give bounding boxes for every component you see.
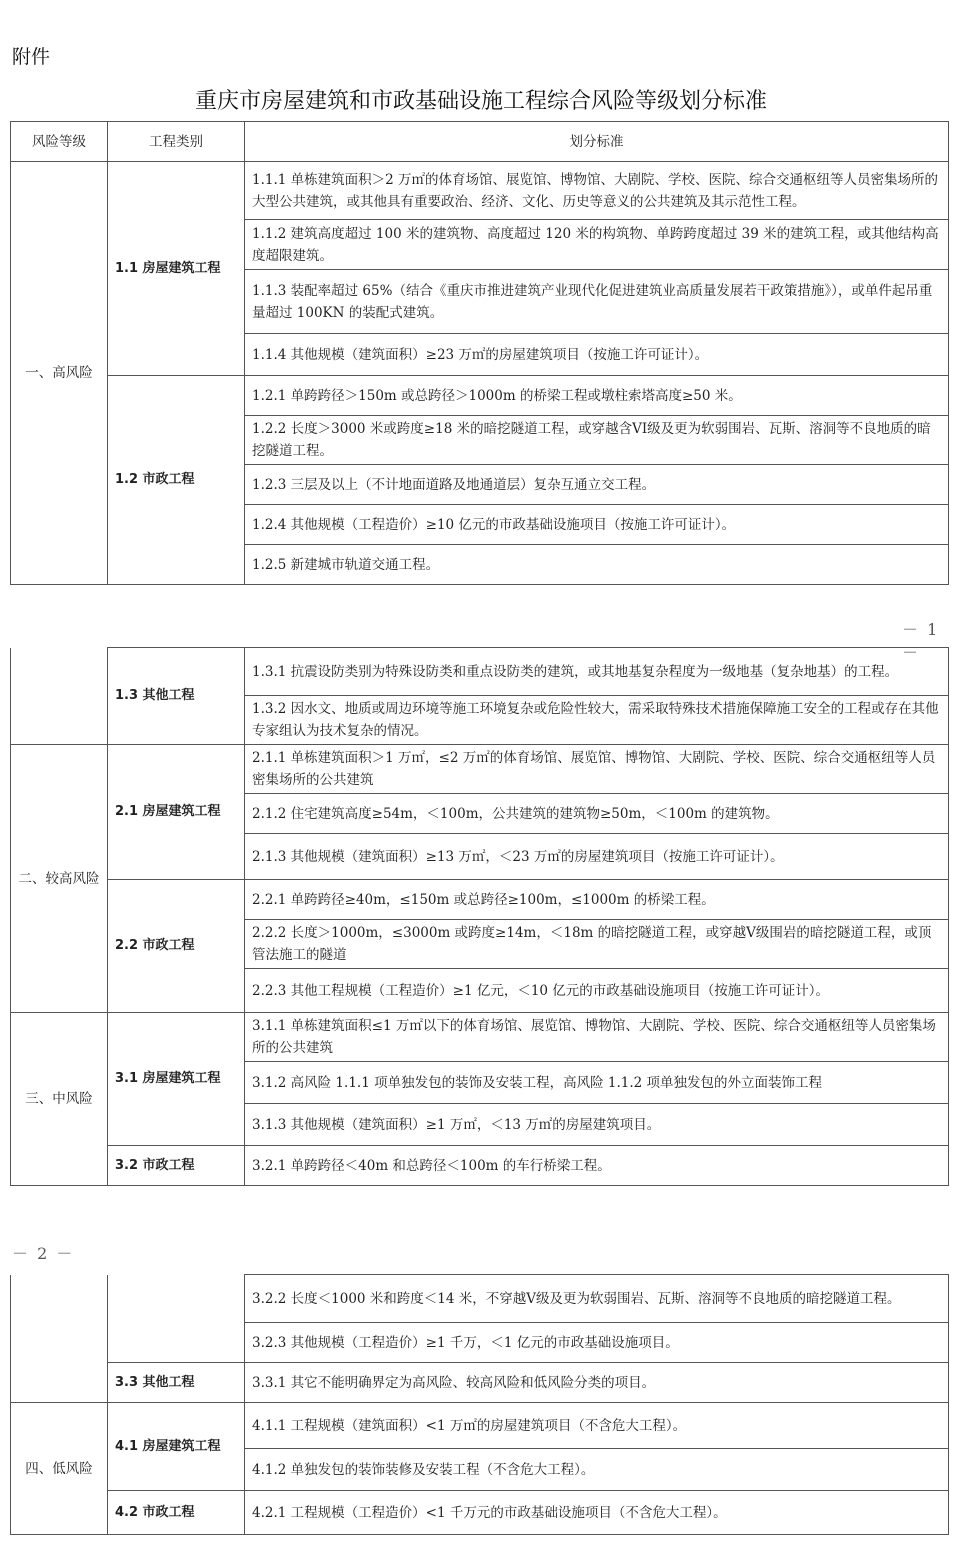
document-title: 重庆市房屋建筑和市政基础设施工程综合风险等级划分标准 bbox=[194, 89, 767, 114]
category-3-2-continued bbox=[108, 1275, 245, 1363]
header-category: 工程类别 bbox=[108, 122, 245, 162]
criterion-1-3-2: 1.3.2 因水文、地质或周边环境等施工环境复杂或危险性较大，需采取特殊技术措施保障施工安全的工程或存在其他专家组认为技术复杂的情况。 bbox=[245, 696, 949, 745]
page-number-2: － 2 － bbox=[12, 1244, 75, 1263]
page-number-1: － 1 － bbox=[902, 620, 940, 662]
category-1-3: 1.3 其他工程 bbox=[108, 648, 245, 745]
header-criteria: 划分标准 bbox=[245, 122, 949, 162]
level-medium: 三、中风险 bbox=[11, 1013, 108, 1186]
category-4-2: 4.2 市政工程 bbox=[108, 1491, 245, 1535]
criterion-3-1-2: 3.1.2 高风险 1.1.1 项单独发包的装饰及安装工程，高风险 1.1.2 项单独发包的外立面装饰工程 bbox=[245, 1062, 949, 1104]
criterion-1-1-4: 1.1.4 其他规模（建筑面积）≥23 万㎡的房屋建筑项目（按施工许可证计）。 bbox=[245, 334, 949, 376]
category-1-2: 1.2 市政工程 bbox=[108, 376, 245, 585]
category-3-2: 3.2 市政工程 bbox=[108, 1146, 245, 1186]
criterion-1-2-1: 1.2.1 单跨跨径＞150m 或总跨径＞1000m 的桥梁工程或墩柱索塔高度≥50 米。 bbox=[245, 376, 949, 416]
criterion-1-1-2: 1.1.2 建筑高度超过 100 米的建筑物、高度超过 120 米的构筑物、单跨跨度超过 39 米的建筑工程，或其他结构高度超限建筑。 bbox=[245, 220, 949, 270]
criterion-3-3-1: 3.3.1 其它不能明确界定为高风险、较高风险和低风险分类的项目。 bbox=[245, 1363, 949, 1403]
criterion-2-2-2: 2.2.2 长度＞1000m，≤3000m 或跨度≥14m，＜18m 的暗挖隧道工程，或穿越Ⅴ级围岩的暗挖隧道工程，或顶管法施工的隧道 bbox=[245, 920, 949, 969]
criterion-4-1-1: 4.1.1 工程规模（建筑面积）<1 万㎡的房屋建筑项目（不含危大工程）。 bbox=[245, 1403, 949, 1449]
risk-table-page3 bbox=[10, 1274, 949, 1535]
criterion-1-1-3: 1.1.3 装配率超过 65%（结合《重庆市推进建筑产业现代化促进建筑业高质量发展若干政策措施》），或单件起吊重量超过 100KN 的装配式建筑。 bbox=[245, 270, 949, 334]
criterion-1-2-3: 1.2.3 三层及以上（不计地面道路及地通道层）复杂互通立交工程。 bbox=[245, 465, 949, 505]
criterion-2-1-2: 2.1.2 住宅建筑高度≥54m，＜100m，公共建筑的建筑物≥50m，＜100m 的建筑物。 bbox=[245, 794, 949, 834]
criterion-1-2-5: 1.2.5 新建城市轨道交通工程。 bbox=[245, 545, 949, 585]
risk-table-page2 bbox=[10, 647, 949, 1186]
criterion-1-3-1: 1.3.1 抗震设防类别为特殊设防类和重点设防类的建筑，或其地基复杂程度为一级地基（复杂地基）的工程。 bbox=[245, 648, 949, 696]
category-2-1: 2.1 房屋建筑工程 bbox=[108, 745, 245, 880]
risk-table-page1 bbox=[10, 121, 949, 585]
criterion-1-2-2: 1.2.2 长度＞3000 米或跨度≥18 米的暗挖隧道工程，或穿越含VI级及更为软弱围岩、瓦斯、溶洞等不良地质的暗挖隧道工程。 bbox=[245, 416, 949, 465]
criterion-2-1-3: 2.1.3 其他规模（建筑面积）≥13 万㎡，＜23 万㎡的房屋建筑项目（按施工许可证计）。 bbox=[245, 834, 949, 880]
category-2-2: 2.2 市政工程 bbox=[108, 880, 245, 1013]
criterion-3-2-1: 3.2.1 单跨跨径＜40m 和总跨径＜100m 的车行桥梁工程。 bbox=[245, 1146, 949, 1186]
category-1-1: 1.1 房屋建筑工程 bbox=[108, 162, 245, 376]
criterion-3-1-1: 3.1.1 单栋建筑面积≤1 万㎡以下的体育场馆、展览馆、博物馆、大剧院、学校、医院、综合交通枢纽等人员密集场所的公共建筑 bbox=[245, 1013, 949, 1062]
level-medium-continued bbox=[11, 1275, 108, 1403]
criterion-2-1-1: 2.1.1 单栋建筑面积＞1 万㎡，≤2 万㎡的体育场馆、展览馆、博物馆、大剧院、学校、医院、综合交通枢纽等人员密集场所的公共建筑 bbox=[245, 745, 949, 794]
criterion-4-1-2: 4.1.2 单独发包的装饰装修及安装工程（不含危大工程）。 bbox=[245, 1449, 949, 1491]
level-higher: 二、较高风险 bbox=[11, 745, 108, 1013]
level-high: 一、高风险 bbox=[11, 162, 108, 585]
criterion-2-2-3: 2.2.3 其他工程规模（工程造价）≥1 亿元，＜10 亿元的市政基础设施项目（按施工许可证计）。 bbox=[245, 969, 949, 1013]
category-3-3: 3.3 其他工程 bbox=[108, 1363, 245, 1403]
attachment-label: 附件 bbox=[12, 46, 51, 68]
category-4-1: 4.1 房屋建筑工程 bbox=[108, 1403, 245, 1491]
criterion-3-2-2: 3.2.2 长度＜1000 米和跨度＜14 米，不穿越Ⅴ级及更为软弱围岩、瓦斯、溶洞等不良地质的暗挖隧道工程。 bbox=[245, 1275, 949, 1323]
level-high-continued bbox=[11, 648, 108, 745]
criterion-1-1-1: 1.1.1 单栋建筑面积＞2 万㎡的体育场馆、展览馆、博物馆、大剧院、学校、医院、综合交通枢纽等人员密集场所的大型公共建筑，或其他具有重要政治、经济、文化、历史等意义的公共建筑及其示范性工程。 bbox=[245, 162, 949, 220]
level-low: 四、低风险 bbox=[11, 1403, 108, 1535]
criterion-3-1-3: 3.1.3 其他规模（建筑面积）≥1 万㎡，＜13 万㎡的房屋建筑项目。 bbox=[245, 1104, 949, 1146]
criterion-3-2-3: 3.2.3 其他规模（工程造价）≥1 千万，＜1 亿元的市政基础设施项目。 bbox=[245, 1323, 949, 1363]
criterion-2-2-1: 2.2.1 单跨跨径≥40m，≤150m 或总跨径≥100m，≤1000m 的桥梁工程。 bbox=[245, 880, 949, 920]
criterion-1-2-4: 1.2.4 其他规模（工程造价）≥10 亿元的市政基础设施项目（按施工许可证计）。 bbox=[245, 505, 949, 545]
header-level: 风险等级 bbox=[11, 122, 108, 162]
category-3-1: 3.1 房屋建筑工程 bbox=[108, 1013, 245, 1146]
criterion-4-2-1: 4.2.1 工程规模（工程造价）<1 千万元的市政基础设施项目（不含危大工程）。 bbox=[245, 1491, 949, 1535]
